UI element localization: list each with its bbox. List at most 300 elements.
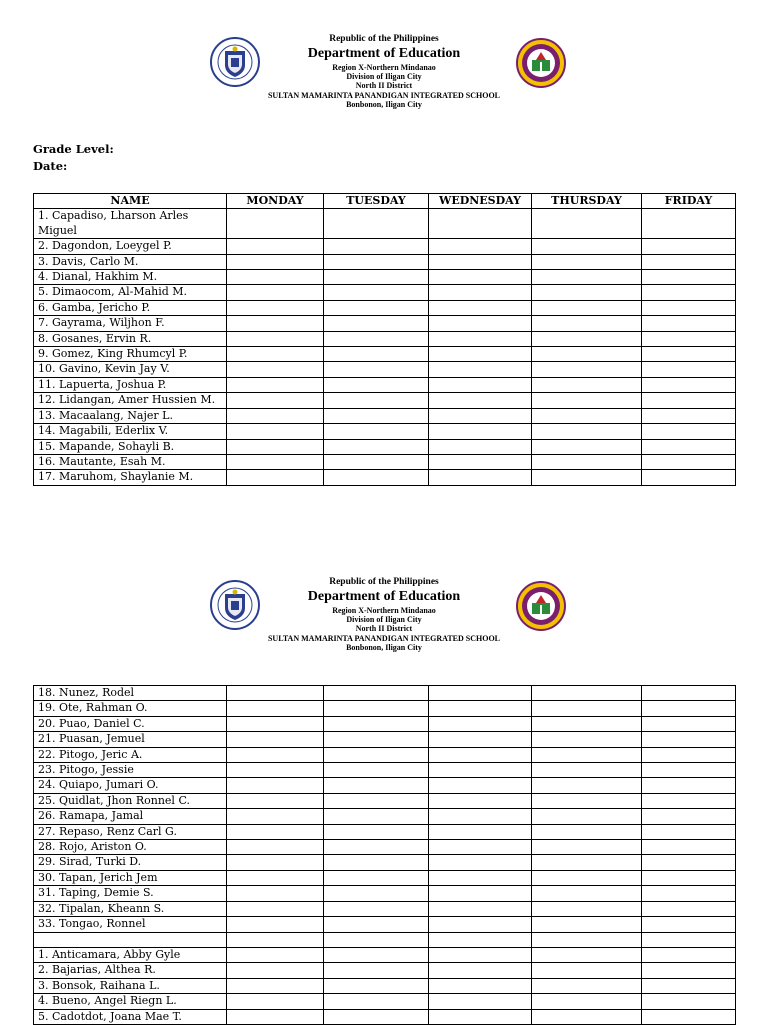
attendance-cell-friday[interactable] xyxy=(642,732,736,747)
attendance-cell-wednesday[interactable] xyxy=(429,270,532,285)
student-name-cell: 5. Dimaocom, Al-Mahid M. xyxy=(34,285,227,300)
table-row xyxy=(34,331,736,346)
attendance-cell-wednesday[interactable] xyxy=(429,424,532,439)
attendance-cell-thursday[interactable] xyxy=(532,686,642,701)
date-label: Date: xyxy=(33,159,68,173)
attendance-cell-wednesday[interactable] xyxy=(429,917,532,932)
attendance-cell-tuesday[interactable] xyxy=(324,716,429,731)
attendance-cell-monday[interactable] xyxy=(227,716,324,731)
attendance-cell-monday[interactable] xyxy=(227,732,324,747)
attendance-cell-thursday[interactable] xyxy=(532,439,642,454)
attendance-cell-friday[interactable] xyxy=(642,855,736,870)
attendance-cell-wednesday[interactable] xyxy=(429,901,532,916)
attendance-cell-tuesday[interactable] xyxy=(324,994,429,1009)
student-name-cell: 14. Magabili, Ederlix V. xyxy=(34,424,227,439)
attendance-cell-wednesday[interactable] xyxy=(429,947,532,962)
student-name-cell: 21. Puasan, Jemuel xyxy=(34,732,227,747)
attendance-cell-thursday[interactable] xyxy=(532,424,642,439)
student-name-cell: 28. Rojo, Ariston O. xyxy=(34,840,227,855)
student-name-cell: 22. Pitogo, Jeric A. xyxy=(34,747,227,762)
school-address: Bonbonon, Iligan City xyxy=(346,642,422,652)
table-row xyxy=(34,393,736,408)
attendance-cell-monday[interactable] xyxy=(227,886,324,901)
table-row xyxy=(34,994,736,1009)
student-name-cell: 13. Macaalang, Najer L. xyxy=(34,408,227,423)
attendance-cell-monday[interactable] xyxy=(227,1009,324,1024)
table-row xyxy=(34,362,736,377)
attendance-cell-wednesday[interactable] xyxy=(429,870,532,885)
attendance-cell-friday[interactable] xyxy=(642,824,736,839)
attendance-cell-thursday[interactable] xyxy=(532,701,642,716)
attendance-cell-monday[interactable] xyxy=(227,870,324,885)
table-row xyxy=(34,209,736,239)
attendance-cell-tuesday[interactable] xyxy=(324,209,429,239)
table-row xyxy=(34,901,736,916)
school-address: Bonbonon, Iligan City xyxy=(346,99,422,109)
student-name-cell: 5. Cadotdot, Joana Mae T. xyxy=(34,1009,227,1024)
table-row xyxy=(34,254,736,269)
school-name: SULTAN MAMARINTA PANANDIGAN INTEGRATED SCHOOL xyxy=(267,633,501,643)
attendance-cell-friday[interactable] xyxy=(642,362,736,377)
attendance-cell-friday[interactable] xyxy=(642,978,736,993)
table-row xyxy=(34,963,736,978)
attendance-cell-friday[interactable] xyxy=(642,870,736,885)
attendance-cell-thursday[interactable] xyxy=(532,778,642,793)
student-name-cell: 30. Tapan, Jerich Jem xyxy=(34,870,227,885)
attendance-cell-monday[interactable] xyxy=(227,763,324,778)
attendance-cell-friday[interactable] xyxy=(642,793,736,808)
attendance-cell-thursday[interactable] xyxy=(532,239,642,254)
student-name-cell: 16. Mautante, Esah M. xyxy=(34,454,227,469)
attendance-cell-thursday[interactable] xyxy=(532,300,642,315)
attendance-cell-tuesday[interactable] xyxy=(324,793,429,808)
attendance-cell-friday[interactable] xyxy=(642,209,736,239)
attendance-cell-friday[interactable] xyxy=(642,424,736,439)
col-header-friday: FRIDAY xyxy=(642,194,736,209)
attendance-cell-tuesday[interactable] xyxy=(324,686,429,701)
attendance-cell-wednesday[interactable] xyxy=(429,362,532,377)
attendance-cell-wednesday[interactable] xyxy=(429,809,532,824)
table-row xyxy=(34,316,736,331)
attendance-cell-tuesday[interactable] xyxy=(324,316,429,331)
student-name-cell xyxy=(34,932,227,947)
attendance-cell-friday[interactable] xyxy=(642,331,736,346)
student-name-cell: 32. Tipalan, Kheann S. xyxy=(34,901,227,916)
attendance-cell-friday[interactable] xyxy=(642,347,736,362)
attendance-cell-monday[interactable] xyxy=(227,901,324,916)
attendance-cell-monday[interactable] xyxy=(227,408,324,423)
district-label: North II District xyxy=(355,624,413,634)
attendance-cell-thursday[interactable] xyxy=(532,932,642,947)
attendance-cell-friday[interactable] xyxy=(642,994,736,1009)
attendance-cell-friday[interactable] xyxy=(642,886,736,901)
attendance-cell-monday[interactable] xyxy=(227,454,324,469)
table-row xyxy=(34,870,736,885)
attendance-cell-monday[interactable] xyxy=(227,470,324,485)
attendance-cell-thursday[interactable] xyxy=(532,408,642,423)
attendance-cell-thursday[interactable] xyxy=(532,947,642,962)
attendance-cell-tuesday[interactable] xyxy=(324,763,429,778)
attendance-cell-monday[interactable] xyxy=(227,701,324,716)
attendance-cell-tuesday[interactable] xyxy=(324,377,429,392)
col-header-monday: MONDAY xyxy=(227,194,324,209)
attendance-cell-wednesday[interactable] xyxy=(429,331,532,346)
attendance-cell-wednesday[interactable] xyxy=(429,886,532,901)
table-row xyxy=(34,300,736,315)
attendance-cell-friday[interactable] xyxy=(642,285,736,300)
attendance-cell-wednesday[interactable] xyxy=(429,855,532,870)
district-label: North II District xyxy=(355,81,413,91)
table-row xyxy=(34,454,736,469)
table-row xyxy=(34,917,736,932)
attendance-cell-monday[interactable] xyxy=(227,300,324,315)
col-header-name: NAME xyxy=(34,194,227,209)
attendance-cell-thursday[interactable] xyxy=(532,917,642,932)
student-name-cell: 15. Mapande, Sohayli B. xyxy=(34,439,227,454)
attendance-cell-wednesday[interactable] xyxy=(429,747,532,762)
student-name-cell: 3. Davis, Carlo M. xyxy=(34,254,227,269)
student-name-cell: 1. Capadiso, Lharson Arles Miguel xyxy=(34,209,227,239)
attendance-cell-monday[interactable] xyxy=(227,270,324,285)
attendance-cell-thursday[interactable] xyxy=(532,870,642,885)
attendance-cell-tuesday[interactable] xyxy=(324,300,429,315)
attendance-cell-thursday[interactable] xyxy=(532,254,642,269)
attendance-cell-friday[interactable] xyxy=(642,763,736,778)
attendance-cell-wednesday[interactable] xyxy=(429,978,532,993)
attendance-cell-friday[interactable] xyxy=(642,809,736,824)
attendance-cell-thursday[interactable] xyxy=(532,747,642,762)
attendance-cell-monday[interactable] xyxy=(227,424,324,439)
attendance-cell-monday[interactable] xyxy=(227,347,324,362)
attendance-cell-thursday[interactable] xyxy=(532,377,642,392)
table-row xyxy=(34,701,736,716)
attendance-cell-tuesday[interactable] xyxy=(324,870,429,885)
attendance-cell-tuesday[interactable] xyxy=(324,732,429,747)
table-header-row xyxy=(34,194,736,209)
student-name-cell: 2. Dagondon, Loeygel P. xyxy=(34,239,227,254)
attendance-cell-thursday[interactable] xyxy=(532,809,642,824)
attendance-cell-wednesday[interactable] xyxy=(429,254,532,269)
table-row xyxy=(34,239,736,254)
attendance-cell-tuesday[interactable] xyxy=(324,932,429,947)
attendance-cell-friday[interactable] xyxy=(642,1009,736,1024)
attendance-cell-thursday[interactable] xyxy=(532,362,642,377)
student-name-cell: 7. Gayrama, Wiljhon F. xyxy=(34,316,227,331)
attendance-cell-thursday[interactable] xyxy=(532,793,642,808)
attendance-cell-friday[interactable] xyxy=(642,917,736,932)
attendance-cell-wednesday[interactable] xyxy=(429,763,532,778)
attendance-cell-friday[interactable] xyxy=(642,686,736,701)
attendance-cell-thursday[interactable] xyxy=(532,393,642,408)
attendance-cell-monday[interactable] xyxy=(227,947,324,962)
division-label: Division of Iligan City xyxy=(346,72,422,82)
attendance-cell-thursday[interactable] xyxy=(532,316,642,331)
attendance-cell-thursday[interactable] xyxy=(532,209,642,239)
table-row xyxy=(34,824,736,839)
attendance-cell-monday[interactable] xyxy=(227,747,324,762)
table-row xyxy=(34,377,736,392)
student-name-cell: 9. Gomez, King Rhumcyl P. xyxy=(34,347,227,362)
attendance-cell-monday[interactable] xyxy=(227,239,324,254)
attendance-cell-wednesday[interactable] xyxy=(429,377,532,392)
attendance-cell-thursday[interactable] xyxy=(532,824,642,839)
page-header-2 xyxy=(0,577,768,652)
attendance-cell-tuesday[interactable] xyxy=(324,886,429,901)
student-name-cell: 8. Gosanes, Ervin R. xyxy=(34,331,227,346)
attendance-cell-friday[interactable] xyxy=(642,454,736,469)
attendance-cell-tuesday[interactable] xyxy=(324,254,429,269)
attendance-cell-thursday[interactable] xyxy=(532,978,642,993)
student-name-cell: 6. Gamba, Jericho P. xyxy=(34,300,227,315)
student-name-cell: 29. Sirad, Turki D. xyxy=(34,855,227,870)
attendance-cell-friday[interactable] xyxy=(642,716,736,731)
table-row xyxy=(34,470,736,485)
attendance-cell-thursday[interactable] xyxy=(532,454,642,469)
attendance-cell-tuesday[interactable] xyxy=(324,778,429,793)
table-row xyxy=(34,716,736,731)
attendance-cell-thursday[interactable] xyxy=(532,1009,642,1024)
attendance-cell-monday[interactable] xyxy=(227,793,324,808)
attendance-cell-tuesday[interactable] xyxy=(324,901,429,916)
attendance-cell-monday[interactable] xyxy=(227,393,324,408)
attendance-cell-wednesday[interactable] xyxy=(429,408,532,423)
table-row xyxy=(34,886,736,901)
attendance-cell-monday[interactable] xyxy=(227,978,324,993)
attendance-cell-tuesday[interactable] xyxy=(324,331,429,346)
attendance-cell-wednesday[interactable] xyxy=(429,716,532,731)
republic-label: Republic of the Philippines xyxy=(329,577,439,587)
attendance-cell-monday[interactable] xyxy=(227,686,324,701)
attendance-cell-tuesday[interactable] xyxy=(324,270,429,285)
student-name-cell: 17. Maruhom, Shaylanie M. xyxy=(34,470,227,485)
attendance-cell-friday[interactable] xyxy=(642,747,736,762)
attendance-cell-tuesday[interactable] xyxy=(324,963,429,978)
attendance-cell-tuesday[interactable] xyxy=(324,439,429,454)
student-name-cell: 4. Bueno, Angel Riegn L. xyxy=(34,994,227,1009)
attendance-cell-tuesday[interactable] xyxy=(324,424,429,439)
table-row xyxy=(34,747,736,762)
attendance-table-page-2 xyxy=(33,685,736,1025)
attendance-cell-friday[interactable] xyxy=(642,963,736,978)
attendance-cell-friday[interactable] xyxy=(642,701,736,716)
attendance-cell-wednesday[interactable] xyxy=(429,239,532,254)
attendance-cell-wednesday[interactable] xyxy=(429,347,532,362)
col-header-thursday: THURSDAY xyxy=(532,194,642,209)
student-name-cell: 11. Lapuerta, Joshua P. xyxy=(34,377,227,392)
attendance-cell-wednesday[interactable] xyxy=(429,840,532,855)
region-label: Region X-Northern Mindanao xyxy=(332,63,436,73)
attendance-cell-friday[interactable] xyxy=(642,300,736,315)
student-name-cell: 18. Nunez, Rodel xyxy=(34,686,227,701)
attendance-cell-wednesday[interactable] xyxy=(429,393,532,408)
attendance-cell-tuesday[interactable] xyxy=(324,824,429,839)
student-name-cell: 19. Ote, Rahman O. xyxy=(34,701,227,716)
student-name-cell: 27. Repaso, Renz Carl G. xyxy=(34,824,227,839)
attendance-cell-monday[interactable] xyxy=(227,855,324,870)
attendance-cell-thursday[interactable] xyxy=(532,840,642,855)
attendance-cell-wednesday[interactable] xyxy=(429,732,532,747)
attendance-cell-friday[interactable] xyxy=(642,254,736,269)
attendance-cell-monday[interactable] xyxy=(227,316,324,331)
attendance-cell-thursday[interactable] xyxy=(532,470,642,485)
table-row xyxy=(34,686,736,701)
table-row xyxy=(34,978,736,993)
attendance-cell-wednesday[interactable] xyxy=(429,994,532,1009)
table-row xyxy=(34,840,736,855)
attendance-cell-wednesday[interactable] xyxy=(429,686,532,701)
attendance-cell-tuesday[interactable] xyxy=(324,454,429,469)
attendance-cell-tuesday[interactable] xyxy=(324,470,429,485)
table-row xyxy=(34,347,736,362)
student-name-cell: 2. Bajarias, Althea R. xyxy=(34,963,227,978)
attendance-cell-tuesday[interactable] xyxy=(324,362,429,377)
attendance-cell-friday[interactable] xyxy=(642,270,736,285)
attendance-cell-friday[interactable] xyxy=(642,901,736,916)
attendance-cell-thursday[interactable] xyxy=(532,763,642,778)
attendance-cell-tuesday[interactable] xyxy=(324,978,429,993)
student-name-cell: 4. Dianal, Hakhim M. xyxy=(34,270,227,285)
attendance-cell-wednesday[interactable] xyxy=(429,963,532,978)
attendance-cell-wednesday[interactable] xyxy=(429,932,532,947)
attendance-cell-thursday[interactable] xyxy=(532,716,642,731)
attendance-cell-tuesday[interactable] xyxy=(324,285,429,300)
table-row xyxy=(34,793,736,808)
attendance-cell-thursday[interactable] xyxy=(532,963,642,978)
attendance-cell-monday[interactable] xyxy=(227,778,324,793)
school-name: SULTAN MAMARINTA PANANDIGAN INTEGRATED SCHOOL xyxy=(267,90,501,100)
attendance-cell-thursday[interactable] xyxy=(532,855,642,870)
republic-label: Republic of the Philippines xyxy=(329,34,439,44)
student-name-cell: 23. Pitogo, Jessie xyxy=(34,763,227,778)
student-name-cell: 31. Taping, Demie S. xyxy=(34,886,227,901)
student-name-cell: 1. Anticamara, Abby Gyle xyxy=(34,947,227,962)
attendance-cell-monday[interactable] xyxy=(227,994,324,1009)
attendance-cell-friday[interactable] xyxy=(642,932,736,947)
attendance-cell-thursday[interactable] xyxy=(532,285,642,300)
attendance-cell-monday[interactable] xyxy=(227,809,324,824)
attendance-cell-monday[interactable] xyxy=(227,209,324,239)
attendance-cell-wednesday[interactable] xyxy=(429,1009,532,1024)
attendance-cell-tuesday[interactable] xyxy=(324,840,429,855)
page-header xyxy=(0,34,768,109)
attendance-cell-thursday[interactable] xyxy=(532,347,642,362)
attendance-cell-tuesday[interactable] xyxy=(324,408,429,423)
attendance-cell-tuesday[interactable] xyxy=(324,809,429,824)
division-label: Division of Iligan City xyxy=(346,615,422,625)
table-row xyxy=(34,1009,736,1024)
table-row xyxy=(34,270,736,285)
table-row xyxy=(34,439,736,454)
attendance-cell-friday[interactable] xyxy=(642,393,736,408)
attendance-cell-thursday[interactable] xyxy=(532,994,642,1009)
table-row xyxy=(34,732,736,747)
student-name-cell: 26. Ramapa, Jamal xyxy=(34,809,227,824)
attendance-cell-monday[interactable] xyxy=(227,285,324,300)
student-name-cell: 12. Lidangan, Amer Hussien M. xyxy=(34,393,227,408)
attendance-cell-friday[interactable] xyxy=(642,439,736,454)
attendance-cell-thursday[interactable] xyxy=(532,331,642,346)
student-name-cell: 3. Bonsok, Raihana L. xyxy=(34,978,227,993)
attendance-cell-thursday[interactable] xyxy=(532,901,642,916)
attendance-cell-wednesday[interactable] xyxy=(429,316,532,331)
attendance-cell-monday[interactable] xyxy=(227,331,324,346)
student-name-cell: 33. Tongao, Ronnel xyxy=(34,917,227,932)
grade-level-label: Grade Level: xyxy=(33,142,114,156)
attendance-cell-monday[interactable] xyxy=(227,840,324,855)
attendance-cell-thursday[interactable] xyxy=(532,270,642,285)
attendance-cell-wednesday[interactable] xyxy=(429,778,532,793)
attendance-cell-tuesday[interactable] xyxy=(324,947,429,962)
attendance-cell-wednesday[interactable] xyxy=(429,285,532,300)
attendance-cell-monday[interactable] xyxy=(227,932,324,947)
attendance-cell-tuesday[interactable] xyxy=(324,855,429,870)
attendance-cell-monday[interactable] xyxy=(227,377,324,392)
attendance-cell-tuesday[interactable] xyxy=(324,701,429,716)
attendance-cell-monday[interactable] xyxy=(227,439,324,454)
attendance-cell-wednesday[interactable] xyxy=(429,701,532,716)
attendance-cell-friday[interactable] xyxy=(642,778,736,793)
attendance-cell-wednesday[interactable] xyxy=(429,209,532,239)
attendance-cell-friday[interactable] xyxy=(642,470,736,485)
attendance-cell-tuesday[interactable] xyxy=(324,347,429,362)
table-row xyxy=(34,947,736,962)
student-name-cell: 10. Gavino, Kevin Jay V. xyxy=(34,362,227,377)
attendance-cell-friday[interactable] xyxy=(642,239,736,254)
attendance-cell-monday[interactable] xyxy=(227,917,324,932)
attendance-cell-monday[interactable] xyxy=(227,824,324,839)
attendance-cell-thursday[interactable] xyxy=(532,886,642,901)
attendance-cell-thursday[interactable] xyxy=(532,732,642,747)
attendance-cell-tuesday[interactable] xyxy=(324,393,429,408)
table-row xyxy=(34,855,736,870)
attendance-cell-wednesday[interactable] xyxy=(429,439,532,454)
table-row xyxy=(34,424,736,439)
table-row xyxy=(34,763,736,778)
attendance-cell-monday[interactable] xyxy=(227,254,324,269)
attendance-cell-wednesday[interactable] xyxy=(429,470,532,485)
attendance-cell-friday[interactable] xyxy=(642,408,736,423)
attendance-table-page-1 xyxy=(33,193,736,486)
table-row xyxy=(34,932,736,947)
attendance-cell-wednesday[interactable] xyxy=(429,824,532,839)
attendance-cell-friday[interactable] xyxy=(642,840,736,855)
student-name-cell: 24. Quiapo, Jumari O. xyxy=(34,778,227,793)
attendance-cell-wednesday[interactable] xyxy=(429,793,532,808)
table-row xyxy=(34,408,736,423)
student-name-cell: 25. Quidlat, Jhon Ronnel C. xyxy=(34,793,227,808)
student-name-cell: 20. Puao, Daniel C. xyxy=(34,716,227,731)
region-label: Region X-Northern Mindanao xyxy=(332,606,436,616)
attendance-cell-wednesday[interactable] xyxy=(429,454,532,469)
table-row xyxy=(34,809,736,824)
attendance-cell-friday[interactable] xyxy=(642,947,736,962)
attendance-cell-monday[interactable] xyxy=(227,362,324,377)
department-title: Department of Education xyxy=(307,588,461,604)
attendance-cell-friday[interactable] xyxy=(642,316,736,331)
col-header-wednesday: WEDNESDAY xyxy=(429,194,532,209)
attendance-cell-monday[interactable] xyxy=(227,963,324,978)
col-header-tuesday: TUESDAY xyxy=(324,194,429,209)
attendance-cell-tuesday[interactable] xyxy=(324,747,429,762)
attendance-cell-tuesday[interactable] xyxy=(324,239,429,254)
attendance-cell-wednesday[interactable] xyxy=(429,300,532,315)
attendance-cell-tuesday[interactable] xyxy=(324,1009,429,1024)
attendance-cell-tuesday[interactable] xyxy=(324,917,429,932)
table-row xyxy=(34,285,736,300)
attendance-cell-friday[interactable] xyxy=(642,377,736,392)
table-row xyxy=(34,778,736,793)
department-title: Department of Education xyxy=(307,45,461,61)
